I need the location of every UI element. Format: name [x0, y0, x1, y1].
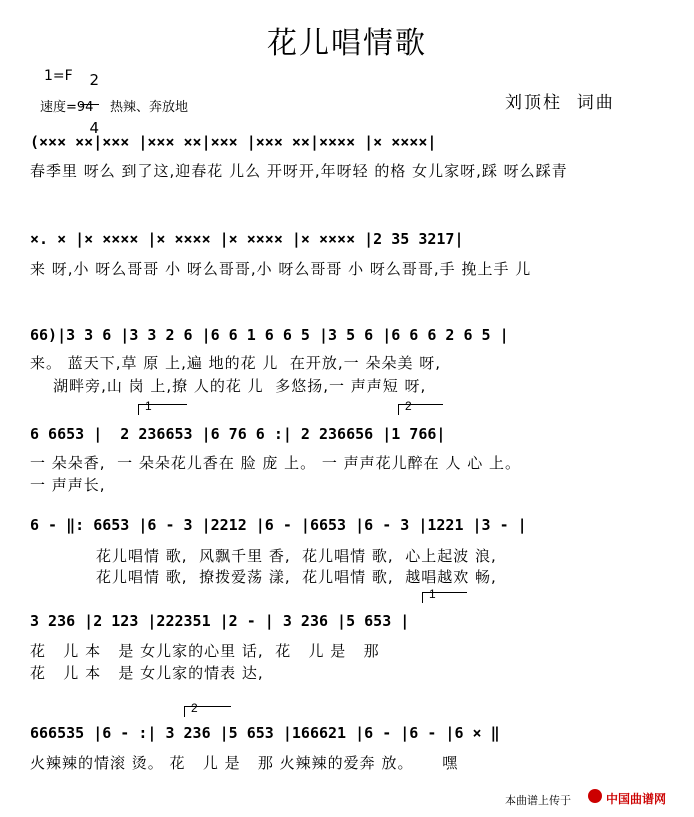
lyric-row-6b: 花 儿 本 是 女儿家的情表 达,: [30, 664, 264, 682]
lyric-row-5b: 花儿唱情 歌, 撩拨爱荡 漾, 花儿唱情 歌, 越唱越欢 畅,: [96, 568, 497, 586]
notation-row-3: 66)|3 3 6 |3 3 2 6 |6 6 1 6 6 5 |3 5 6 |6 6 6 2 6 5 |: [30, 326, 509, 344]
volta-bracket-2: 2: [398, 404, 443, 415]
lyric-row-4a: 一 朵朵香, 一 朵朵花儿香在 脸 庞 上。 一 声声花儿醉在 人 心 上。: [30, 454, 521, 472]
volta-bracket-4: 2: [184, 706, 231, 717]
notation-row-1: (××× ××|××× |××× ××|××× |××× ××|×××× |× ××××|: [30, 133, 437, 151]
notation-row-5: 6 - ‖: 6653 |6 - 3 |2212 |6 - |6653 |6 - 3 |1221 |3 - |: [30, 516, 527, 534]
author-credit: 刘顶柱 词曲: [505, 93, 615, 113]
footer-upload-text: 本曲谱上传于: [505, 794, 571, 807]
time-signature-bottom: 4: [89, 119, 100, 137]
lyric-row-4b: 一 声声长,: [30, 476, 106, 494]
lyric-row-7: 火辣辣的情滚 烫。 花 儿 是 那 火辣辣的爱奔 放。 嘿: [30, 754, 459, 772]
lyric-row-6a: 花 儿 本 是 女儿家的心里 话, 花 儿 是 那: [30, 642, 380, 660]
volta-bracket-3: 1: [422, 592, 467, 603]
notation-row-4: 6 6653 | 2 236653 |6 76 6 :| 2 236656 |1 766|: [30, 425, 446, 443]
lyric-row-3b: 湖畔旁,山 岗 上,撩 人的花 儿 多悠扬,一 声声短 呀,: [30, 377, 427, 395]
lyric-row-1: 春季里 呀么 到了这,迎春花 儿么 开呀开,年呀轻 的格 女儿家呀,踩 呀么踩青: [30, 162, 568, 180]
notation-row-7: 666535 |6 - :| 3 236 |5 653 |166621 |6 - |6 - |6 × ‖: [30, 724, 500, 742]
notation-row-2: ×. × |× ×××× |× ×××× |× ×××× |× ×××× |2 35 3217|: [30, 230, 464, 248]
lyric-row-3a: 来。 蓝天下,草 原 上,遍 地的花 儿 在开放,一 朵朵美 呀,: [30, 354, 441, 372]
notation-row-6: 3 236 |2 123 |222351 |2 - | 3 236 |5 653 |: [30, 612, 410, 630]
volta-bracket-1: 1: [138, 404, 187, 415]
footer-logo-text[interactable]: 中国曲谱网: [606, 792, 667, 806]
qupu-logo-icon: [588, 789, 602, 803]
time-signature-top: 2: [89, 71, 100, 89]
lyric-row-5a: 花儿唱情 歌, 风飘千里 香, 花儿唱情 歌, 心上起波 浪,: [96, 547, 497, 565]
tempo-marking: 速度=94 热辣、奔放地: [40, 100, 188, 115]
lyric-row-2: 来 呀,小 呀么哥哥 小 呀么哥哥,小 呀么哥哥 小 呀么哥哥,手 挽上手 儿: [30, 260, 532, 278]
key-signature: 1=F: [44, 68, 73, 84]
page-title: 花儿唱情歌: [267, 26, 427, 61]
